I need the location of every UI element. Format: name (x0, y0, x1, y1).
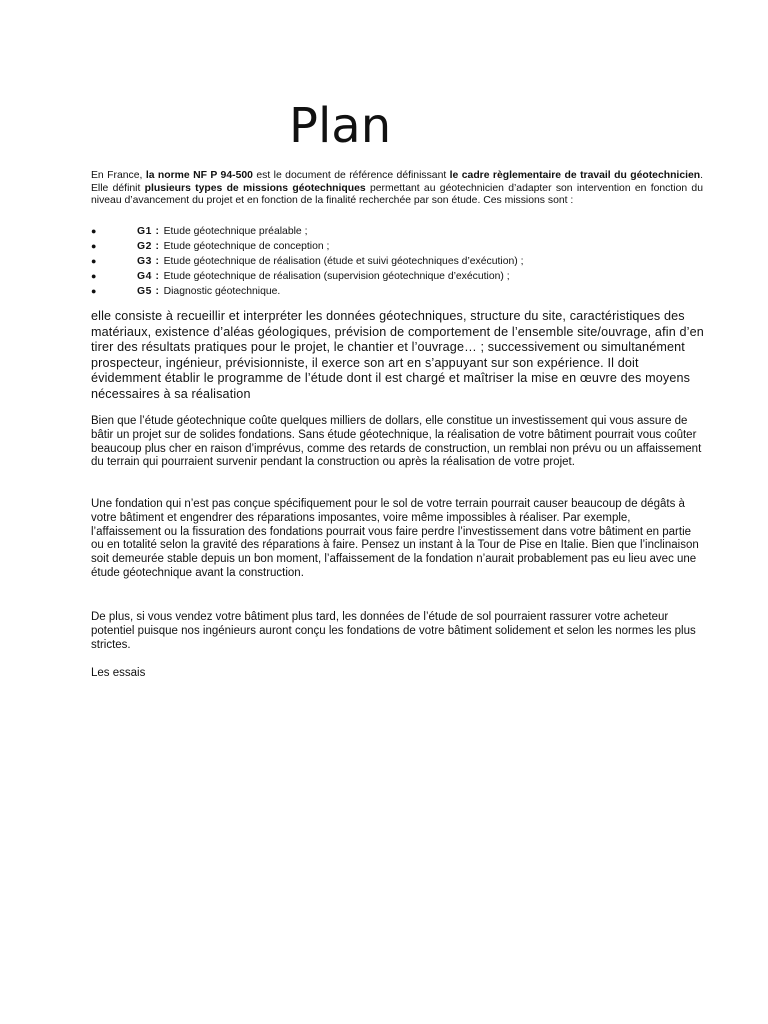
intro-paragraph (91, 170, 703, 208)
foundation-paragraph: Une fondation qui n’est pas conçue spécifiquement pour le sol de votre terrain pourrait causer beaucoup de dégâts à votre bâtiment et engendrer des réparations imposantes, voire même impossibles à réaliser. Par exemple, l’affaissement ou la fissuration des fondations pourrait vous faire perdre l’investissement dans votre bâtiment en partie ou en totalité selon la gravité des réparations à faire. Pensez un instant à la Tour de Pise en Italie. Bien que l’inclinaison soit demeurée stable depuis un bon moment, l’affaissement de la fondation n’aurait probablement pas eu lieu avec une étude géotechnique avant la construction. (91, 498, 699, 579)
bullet-icon: ● (91, 286, 97, 296)
role-paragraph: elle consiste à recueillir et interpréter les données géotechniques, structure du site, caractéristiques des matériaux, existence d’aléas géologiques, prévision de comportement de l’ensemble site/ouvrage, afin d’en tirer des résultats pratiques pour le projet, le chantier et l’ouvrage… ; successivement ou simultanément prospecteur, ingénieur, prévisionniste, il exerce son art en s’appuyant sur son expérience. Il doit évidemment établir le programme de l’étude dont il est chargé et maîtriser la mise en œuvre des moyens nécessaires à sa réalisation (91, 309, 704, 401)
mission-code: G2 : (137, 241, 160, 252)
intro-bold-missions: plusieurs types de missions géotechniques (144, 182, 366, 194)
mission-code: G3 : (137, 256, 160, 267)
bullet-icon: ● (91, 256, 97, 266)
mission-item-g2 (91, 239, 703, 254)
mission-text: Etude géotechnique de réalisation (étude et suivi géotechniques d’exécution) ; (163, 256, 524, 267)
mission-code: G1 : (137, 226, 160, 237)
intro-bold-cadre: le cadre règlementaire de travail du géotechnicien (449, 170, 701, 181)
intro-text-4: permettant au géotechnicien d’adapter son intervention en fonction du niveau d’avancement du projet et en fonction de la finalité recherchée par son étude. Ces missions sont : (91, 182, 703, 207)
mission-item-g5 (91, 284, 703, 299)
mission-item-g3 (91, 254, 703, 269)
mission-text: Diagnostic géotechnique. (163, 286, 281, 297)
investment-paragraph: Bien que l’étude géotechnique coûte quelques milliers de dollars, elle constitue un investissement qui vous assure de bâtir un projet sur de solides fondations. Sans étude géotechnique, la réalisation de votre bâtiment pourrait vous coûter beaucoup plus cher en raison d’imprévus, comme des retards de construction, un remblai non prévu ou un affaissement du terrain qui pourraient survenir pendant la construction ou après la réalisation de votre projet. (91, 415, 702, 469)
intro-bold-norme: la norme NF P 94-500 (145, 170, 253, 181)
bullet-icon: ● (91, 271, 97, 281)
mission-text: Etude géotechnique de réalisation (supervision géotechnique d’exécution) ; (163, 271, 510, 282)
mission-code: G4 : (137, 271, 160, 282)
mission-item-g4 (91, 269, 703, 284)
section-heading-essais: Les essais (91, 667, 146, 679)
mission-code: G5 : (137, 286, 160, 297)
intro-text-1: En France, (91, 170, 146, 181)
resale-paragraph: De plus, si vous vendez votre bâtiment plus tard, les données de l’étude de sol pourraient rassurer votre acheteur potentiel puisque nos ingénieurs auront conçu les fondations de votre bâtiment solidement et selon les normes les plus strictes. (91, 611, 696, 651)
mission-text: Etude géotechnique de conception ; (163, 241, 330, 252)
missions-list (91, 224, 703, 299)
bullet-icon: ● (91, 226, 97, 236)
mission-text: Etude géotechnique préalable ; (163, 226, 308, 237)
bullet-icon: ● (91, 241, 97, 251)
intro-text-3: . Elle définit (91, 170, 703, 194)
page-title: Plan (289, 98, 392, 154)
mission-item-g1 (91, 224, 703, 239)
intro-text-2: est le document de référence définissant (252, 170, 450, 181)
